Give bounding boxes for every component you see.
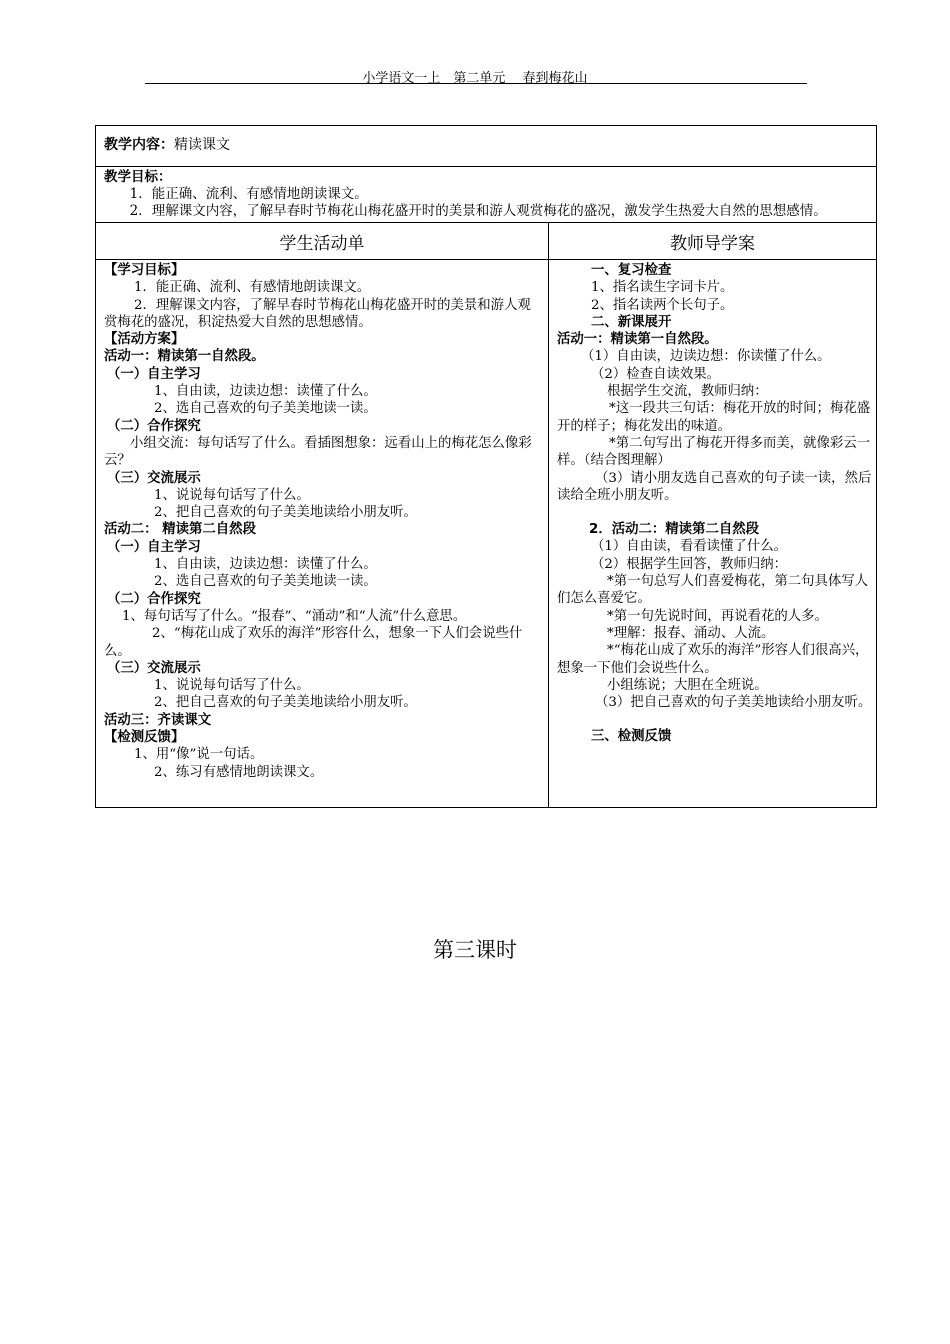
lesson-plan-table [95,125,877,808]
teacher-line: （3）把自己喜欢的句子美美地读给小朋友听。 [595,695,872,711]
teacher-line: *理解：报春、涌动、人流。 [607,625,775,641]
content-row [96,126,877,167]
teacher-line: 根据学生交流，教师归纳： [607,384,768,400]
student-line: 2、练习有感情地朗读课文。 [154,764,324,780]
teacher-line: 三、检测反馈 [591,729,672,745]
teacher-line: （1）自由读，边读边想：你读懂了什么。 [581,349,831,365]
student-line: 2、选自己喜欢的句子美美地读一读。 [154,401,377,417]
student-line: 【检测反馈】 [104,730,185,746]
student-line: （二）合作探究 [107,418,201,434]
student-line: 1、自由读，边读边想：读懂了什么。 [154,384,377,400]
student-line: 2、把自己喜欢的句子美美地读给小朋友听。 [154,505,417,521]
student-line: 2、“梅花山成了欢乐的海洋”形容什么，想象一下人们会说些什么。 [104,626,523,659]
page-header: 小学语文一上 第二单元 春到梅花山 [362,71,588,86]
teacher-line: 活动一：精读第一自然段。 [557,332,718,348]
teacher-line: *第一句总写人们喜爱梅花，第二句具体写人们怎么喜爱它。 [557,574,869,607]
content-label: 教学内容： [104,137,174,153]
teacher-line: 1、指名读生字词卡片。 [591,280,734,296]
lesson-title: 第三课时 [433,938,517,962]
teacher-line: （2）根据学生回答，教师归纳： [591,556,787,572]
teacher-line: *第一句先说时间，再说看花的人多。 [607,608,828,624]
student-line: 1、用“像”说一句话。 [134,747,264,763]
student-line: 2、选自己喜欢的句子美美地读一读。 [154,574,377,590]
student-line: 2、把自己喜欢的句子美美地读给小朋友听。 [154,695,417,711]
teacher-line: 小组练说；大胆在全班说。 [607,677,768,693]
student-line: （三）交流展示 [107,470,201,486]
student-line: 1、说说每句话写了什么。 [154,678,310,694]
student-line: （一）自主学习 [107,539,201,555]
objectives-label: 教学目标： [104,169,172,185]
student-line: 小组交流：每句话写了什么。看插图想象：远看山上的梅花怎么像彩云？ [104,435,532,469]
student-line: 1．能正确、流利、有感情地朗读课文。 [134,280,371,296]
teacher-line: *“梅花山成了欢乐的海洋”形容人们很高兴，想象一下他们会说些什么。 [557,643,869,676]
spacer [557,711,872,728]
teacher-line: *第二句写出了梅花开得多而美，就像彩云一样。（结合图理解） [557,435,871,469]
teacher-guide-column [549,260,877,808]
objective-1: 1．能正确、流利、有感情地朗读课文。 [129,186,368,202]
objective-2: 2．理解课文内容，了解早春时节梅花山梅花盛开时的美景和游人观赏梅花的盛况，激发学生热爱大自然的思想感情。 [129,203,827,219]
student-line: （一）自主学习 [107,366,201,382]
header-rule [145,83,807,84]
student-line: 活动三：齐读课文 [104,712,212,728]
student-line: 【学习目标】 [104,263,185,278]
teacher-column-header: 教师导学案 [549,223,877,260]
student-line: 2．理解课文内容，了解早春时节梅花山梅花盛开时的美景和游人观赏梅花的盛况，积淀热爱大自然的思想感情。 [104,297,531,330]
student-activity-column [96,260,549,808]
student-line: 1、每句话写了什么。“报春”、“涌动”和“人流”什么意思。 [122,608,467,624]
student-line: 活动一：精读第一自然段。 [104,349,265,365]
student-line: 活动二： 精读第二自然段 [104,522,256,538]
teacher-line: *这一段共三句话：梅花开放的时间；梅花盛开的样子；梅花发出的味道。 [557,401,871,434]
student-line: 【活动方案】 [104,332,185,348]
student-line: （三）交流展示 [107,660,201,676]
student-line: （二）合作探究 [107,591,201,607]
spacer [557,504,872,521]
content-value: 精读课文 [174,137,230,153]
teacher-line: 2．活动二：精读第二自然段 [589,522,760,538]
teacher-line: （2）检查自读效果。 [591,366,721,382]
teacher-line: 一、复习检查 [591,263,672,278]
teacher-line: 2、指名读两个长句子。 [591,297,734,313]
teacher-line: （3）请小朋友选自己喜欢的句子读一读，然后读给全班小朋友听。 [557,470,872,503]
teacher-line: （1）自由读，看看读懂了什么。 [591,539,787,555]
student-line: 1、说说每句话写了什么。 [154,487,310,503]
student-line: 1、自由读，边读边想：读懂了什么。 [154,557,377,573]
teacher-line: 二、新课展开 [591,314,672,330]
objectives-row [96,167,877,223]
student-column-header: 学生活动单 [96,223,549,260]
